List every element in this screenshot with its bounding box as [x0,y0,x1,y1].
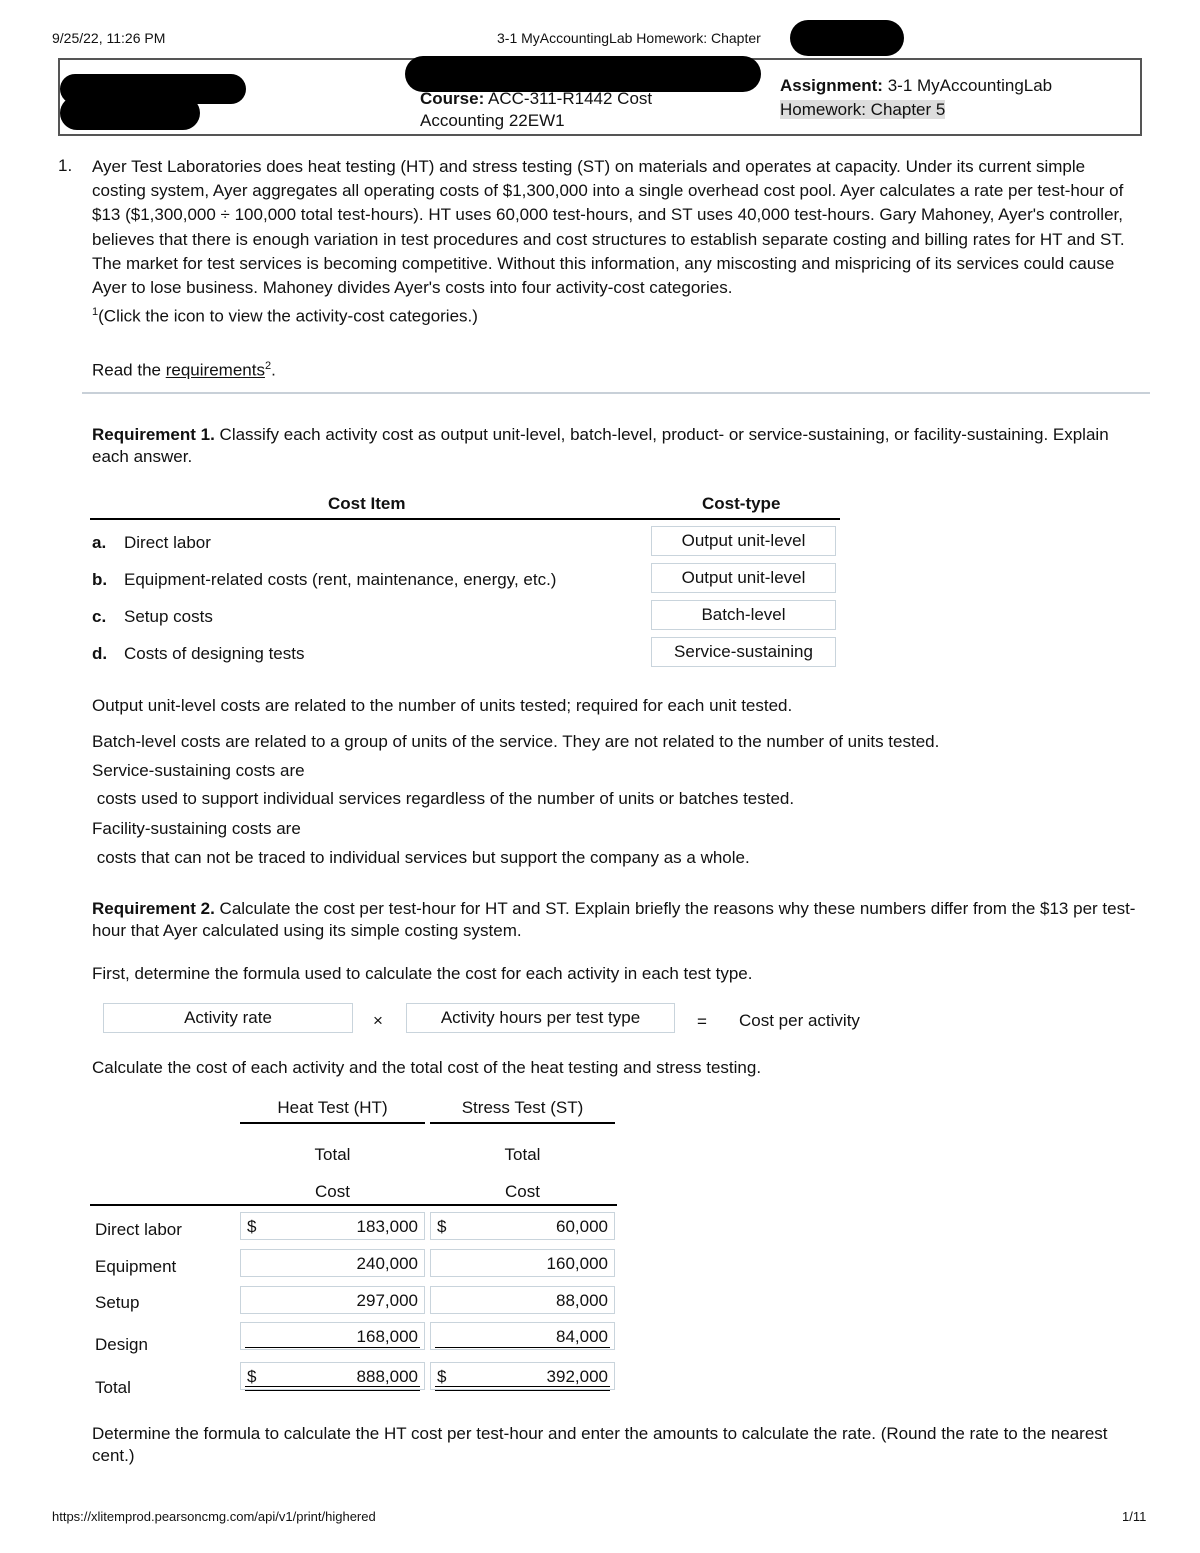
ht-subheader-cost: Cost [315,1182,350,1201]
formula-activity-hours[interactable]: Activity hours per test type [406,1003,675,1033]
explain-facility-label: Facility-sustaining costs are [92,819,301,838]
cost-item-row [92,570,556,590]
ht-direct-labor-cost[interactable]: 183,000 [240,1212,425,1240]
document-title: 3-1 MyAccountingLab Homework: Chapter [497,30,761,46]
currency-symbol: $ [247,1367,257,1386]
table-header-rule [90,1204,617,1206]
ht-header-rule [240,1122,425,1124]
times-sign: × [373,1011,383,1030]
question-text [92,155,1132,329]
st-direct-labor-cost[interactable]: 60,000 [430,1212,615,1240]
subtotal-rule [435,1347,610,1348]
section-divider [82,392,1150,394]
ht-total-cost[interactable]: 888,000 [240,1362,425,1390]
col-header-cost-item: Cost Item [328,494,406,513]
cost-item-row [92,644,304,664]
assignment-value-line1: 3-1 MyAccountingLab [887,76,1053,95]
formula-activity-rate[interactable]: Activity rate [103,1003,353,1033]
cost-item-row [92,607,213,627]
cost-item-row [92,533,211,553]
formula-intro: First, determine the formula used to calculate the cost for each activity in each test type. [92,964,753,983]
redaction-mark [405,56,761,92]
course-label: Course: [420,89,485,108]
col-header-cost-type: Cost-type [702,494,781,513]
cost-type-answer[interactable]: Output unit-level [651,563,836,593]
currency-symbol: $ [437,1367,447,1386]
row-label-direct-labor: Direct labor [95,1220,182,1239]
col-header-ht: Heat Test (HT) [277,1098,388,1117]
st-subheader-total: Total [504,1145,541,1164]
st-equipment-cost[interactable]: 160,000 [430,1249,615,1277]
currency-symbol: $ [437,1217,447,1236]
cost-item-label: Direct labor [124,533,211,552]
row-label-equipment: Equipment [95,1257,177,1276]
formula-result: Cost per activity [739,1011,860,1030]
explain-facility-answer[interactable]: costs that can not be traced to individual services but support the company as a whole. [92,848,750,867]
col-header-st: Stress Test (ST) [461,1098,584,1117]
activity-cost-icon-text[interactable]: (Click the icon to view the activity-cost categories.) [98,306,478,326]
read-prefix: Read the [92,360,166,380]
explain-service-answer[interactable]: costs used to support individual services regardless of the number of units or batches tested. [92,789,795,808]
assignment-label: Assignment: [780,76,883,95]
requirement-2-body: Calculate the cost per test-hour for HT and ST. Explain briefly the reasons why these numbers differ from the $13 per test-hour that Ayer calculated using its simple costing system. [92,899,1136,940]
subtotal-rule [245,1347,420,1348]
redaction-mark [60,96,200,130]
table-header-rule [90,518,840,520]
footnote-2-marker[interactable]: 2 [264,360,272,372]
row-letter: c. [92,607,107,626]
ht-design-cost[interactable]: 168,000 [240,1322,425,1350]
redaction-mark [790,20,904,56]
explain-batch: Batch-level costs are related to a group of units of the service. They are not related to the number of units tested. [92,732,940,751]
row-letter: a. [92,533,107,552]
row-label-design: Design [95,1335,148,1354]
page-url: https://xlitemprod.pearsoncmg.com/api/v1/print/highered [52,1509,376,1524]
cost-type-answer[interactable]: Output unit-level [651,526,836,556]
explain-output-unit: Output unit-level costs are related to the number of units tested; required for each unit tested. [92,696,793,715]
equals-sign: = [697,1012,707,1031]
cost-item-label: Costs of designing tests [124,644,305,663]
requirement-1-text [92,424,1142,468]
st-subheader-cost: Cost [505,1182,540,1201]
ht-equipment-cost[interactable]: 240,000 [240,1249,425,1277]
assignment-field [780,74,1120,122]
st-design-cost[interactable]: 84,000 [430,1322,615,1350]
row-letter: d. [92,644,108,663]
st-total-cost[interactable]: 392,000 [430,1362,615,1390]
cost-item-label: Equipment-related costs (rent, maintenance, energy, etc.) [124,570,557,589]
ht-subheader-total: Total [314,1145,351,1164]
total-double-rule [245,1386,420,1391]
read-requirements [92,360,276,381]
rate-intro: Determine the formula to calculate the HT cost per test-hour and enter the amounts to calculate the rate. (Round the rate to the nearest cent.) [92,1424,1108,1465]
page-number: 1/11 [1122,1509,1147,1524]
assignment-value-line2: Homework: Chapter 5 [780,100,946,119]
footnote-1-marker[interactable]: 1 [92,306,99,319]
requirement-1-body: Classify each activity cost as output unit-level, batch-level, product- or service-sustaining, or facility-sustaining. Explain each answer. [92,425,1109,466]
course-value: ACC-311-R1442 Cost Accounting 22EW1 [420,89,653,130]
cost-type-answer[interactable]: Service-sustaining [651,637,836,667]
requirements-link[interactable]: requirements [165,360,265,380]
question-body: Ayer Test Laboratories does heat testing (HT) and stress testing (ST) on materials and operates at capacity. Under its current simple costing system, Ayer aggregates all operating costs of $1,300,000 into a single overhead cost pool. Ayer calculates a rate per test-hour of $13 ($1,300,000 ÷ 100,000 total test-hours). HT uses 60,000 test-hours, and ST uses 40,000 test-hours. Gary Mahoney, Ayer's controller, believes that there is enough variation in test procedures and cost structures to establish separate costing and billing rates for HT and ST. The market for test services is becoming competitive. Without this information, any miscosting and mispricing of its services could cause Ayer to lose business. Mahoney divides Ayer's costs into four activity-cost categories. [92,157,1125,298]
requirement-2-text [92,898,1142,942]
read-suffix: . [271,360,276,380]
row-label-setup: Setup [95,1293,140,1312]
currency-symbol: $ [247,1217,257,1236]
question-number: 1. [58,156,73,175]
print-datetime: 9/25/22, 11:26 PM [52,30,166,46]
total-double-rule [435,1386,610,1391]
requirement-1-label: Requirement 1. [92,425,215,444]
calc-intro: Calculate the cost of each activity and the total cost of the heat testing and stress testing. [92,1058,762,1077]
cost-type-answer[interactable]: Batch-level [651,600,836,630]
st-setup-cost[interactable]: 88,000 [430,1286,615,1314]
ht-setup-cost[interactable]: 297,000 [240,1286,425,1314]
course-field [420,88,720,132]
cost-item-label: Setup costs [124,607,213,626]
st-header-rule [430,1122,615,1124]
row-letter: b. [92,570,108,589]
explain-service-label: Service-sustaining costs are [92,761,305,780]
requirement-2-label: Requirement 2. [92,899,215,918]
row-label-total: Total [95,1378,131,1397]
